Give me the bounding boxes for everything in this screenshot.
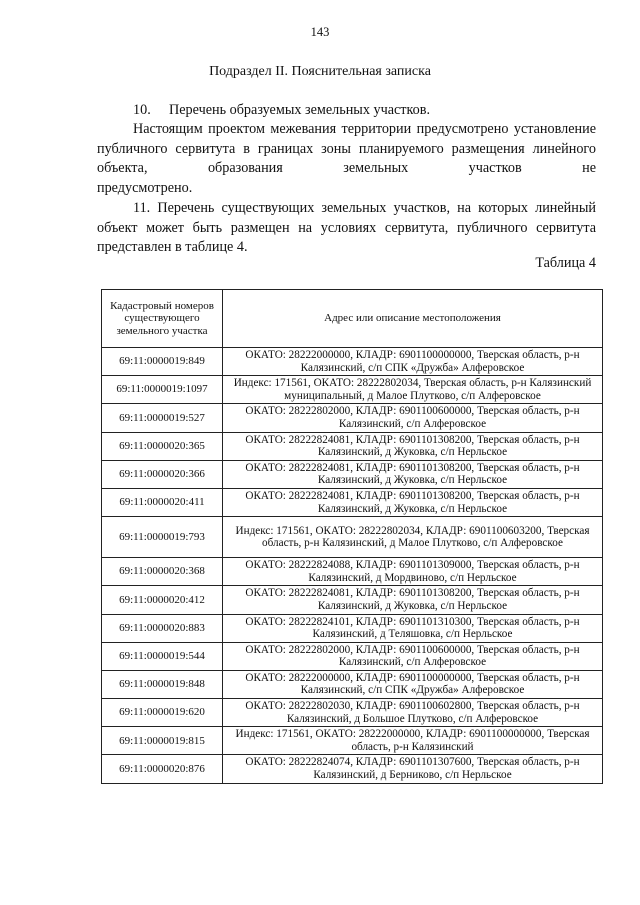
table-row bbox=[102, 642, 603, 670]
cadastral-number-cell: 69:11:0000020:876 bbox=[102, 755, 223, 783]
paragraph-10-body-text: Настоящим проектом межевания территории предусмотрено установление публичного сервитута в границах зоны планируемого размещения линейного объекта, образования земельных участков не bbox=[97, 121, 596, 177]
table-row bbox=[102, 755, 603, 783]
table-row bbox=[102, 727, 603, 755]
header-cadastral: Кадастровый номеров существующего земельного участка bbox=[102, 290, 223, 348]
address-cell: ОКАТО: 28222802000, КЛАДР: 6901100600000, Тверская область, р-н Калязинский, с/п Алферовское bbox=[223, 404, 603, 432]
paragraph-10-body bbox=[97, 120, 596, 179]
address-cell: ОКАТО: 28222824101, КЛАДР: 6901101310300, Тверская область, р-н Калязинский, д Теляшовка, с/п Нерльское bbox=[223, 614, 603, 642]
cadastral-number-cell: 69:11:0000020:365 bbox=[102, 432, 223, 460]
subsection-title: Подраздел II. Пояснительная записка bbox=[209, 64, 431, 79]
cadastral-number-cell: 69:11:0000019:815 bbox=[102, 727, 223, 755]
cadastral-number-cell: 69:11:0000019:620 bbox=[102, 699, 223, 727]
table-row bbox=[102, 558, 603, 586]
paragraph-10-body-last: предусмотрено. bbox=[97, 180, 193, 196]
table-row bbox=[102, 586, 603, 614]
table-row bbox=[102, 699, 603, 727]
parcels-table bbox=[101, 289, 603, 784]
table-row bbox=[102, 488, 603, 516]
cadastral-number-cell: 69:11:0000020:368 bbox=[102, 558, 223, 586]
cadastral-number-cell: 69:11:0000019:1097 bbox=[102, 376, 223, 404]
table-row bbox=[102, 404, 603, 432]
address-cell: ОКАТО: 28222000000, КЛАДР: 6901100000000, Тверская область, р-н Калязинский, с/п СПК «Дружба» Алферовское bbox=[223, 670, 603, 698]
cadastral-number-cell: 69:11:0000019:544 bbox=[102, 642, 223, 670]
paragraph-10-number: 10. bbox=[133, 102, 151, 118]
page-number: 143 bbox=[310, 25, 330, 39]
address-cell: ОКАТО: 28222824081, КЛАДР: 6901101308200, Тверская область, р-н Калязинский, д Жуковка, с/п Нерльское bbox=[223, 488, 603, 516]
cadastral-number-cell: 69:11:0000019:793 bbox=[102, 517, 223, 558]
table-body bbox=[102, 348, 603, 784]
table-row bbox=[102, 517, 603, 558]
paragraph-10-text: Перечень образуемых земельных участков. bbox=[169, 102, 431, 118]
address-cell: ОКАТО: 28222824088, КЛАДР: 6901101309000, Тверская область, р-н Калязинский, д Мордвиново, с/п Нерльское bbox=[223, 558, 603, 586]
paragraph-11 bbox=[97, 199, 596, 258]
address-cell: ОКАТО: 28222802000, КЛАДР: 6901100600000, Тверская область, р-н Калязинский, с/п Алферовское bbox=[223, 642, 603, 670]
table-header-row bbox=[102, 290, 603, 348]
table-row bbox=[102, 376, 603, 404]
cadastral-number-cell: 69:11:0000020:412 bbox=[102, 586, 223, 614]
cadastral-number-cell: 69:11:0000020:411 bbox=[102, 488, 223, 516]
cadastral-number-cell: 69:11:0000020:883 bbox=[102, 614, 223, 642]
address-cell: ОКАТО: 28222824081, КЛАДР: 6901101308200, Тверская область, р-н Калязинский, д Жуковка, с/п Нерльское bbox=[223, 432, 603, 460]
address-cell: Индекс: 171561, ОКАТО: 28222802034, КЛАДР: 6901100603200, Тверская область, р-н Калязинский, д Малое Плутково, с/п Алферовское bbox=[223, 517, 603, 558]
cadastral-number-cell: 69:11:0000019:527 bbox=[102, 404, 223, 432]
address-cell: Индекс: 171561, ОКАТО: 28222802034, Тверская область, р-н Калязинский муниципальный, д Малое Плутково, с/п Алферовское bbox=[223, 376, 603, 404]
table-row bbox=[102, 460, 603, 488]
address-cell: Индекс: 171561, ОКАТО: 28222000000, КЛАДР: 6901100000000, Тверская область, р-н Калязинский bbox=[223, 727, 603, 755]
table-row bbox=[102, 670, 603, 698]
cadastral-number-cell: 69:11:0000019:849 bbox=[102, 348, 223, 376]
table-row bbox=[102, 432, 603, 460]
address-cell: ОКАТО: 28222802030, КЛАДР: 6901100602800, Тверская область, р-н Калязинский, д Большое Плутково, с/п Алферовское bbox=[223, 699, 603, 727]
address-cell: ОКАТО: 28222000000, КЛАДР: 6901100000000, Тверская область, р-н Калязинский, с/п СПК «Дружба» Алферовское bbox=[223, 348, 603, 376]
cadastral-number-cell: 69:11:0000019:848 bbox=[102, 670, 223, 698]
cadastral-number-cell: 69:11:0000020:366 bbox=[102, 460, 223, 488]
table-row bbox=[102, 614, 603, 642]
address-cell: ОКАТО: 28222824081, КЛАДР: 6901101308200, Тверская область, р-н Калязинский, д Жуковка, с/п Нерльское bbox=[223, 586, 603, 614]
paragraph-11-text: 11. Перечень существующих земельных участков, на которых линейный объект может быть размещен на условиях сервитута, публичного сервитута представлен в таблице 4. bbox=[97, 200, 596, 256]
paragraph-10-heading bbox=[97, 101, 596, 121]
table-caption: Таблица 4 bbox=[535, 255, 596, 271]
header-address: Адрес или описание местоположения bbox=[223, 290, 603, 348]
address-cell: ОКАТО: 28222824081, КЛАДР: 6901101308200, Тверская область, р-н Калязинский, д Жуковка, с/п Нерльское bbox=[223, 460, 603, 488]
table-row bbox=[102, 348, 603, 376]
address-cell: ОКАТО: 28222824074, КЛАДР: 6901101307600, Тверская область, р-н Калязинский, д Берниково, с/п Нерльское bbox=[223, 755, 603, 783]
